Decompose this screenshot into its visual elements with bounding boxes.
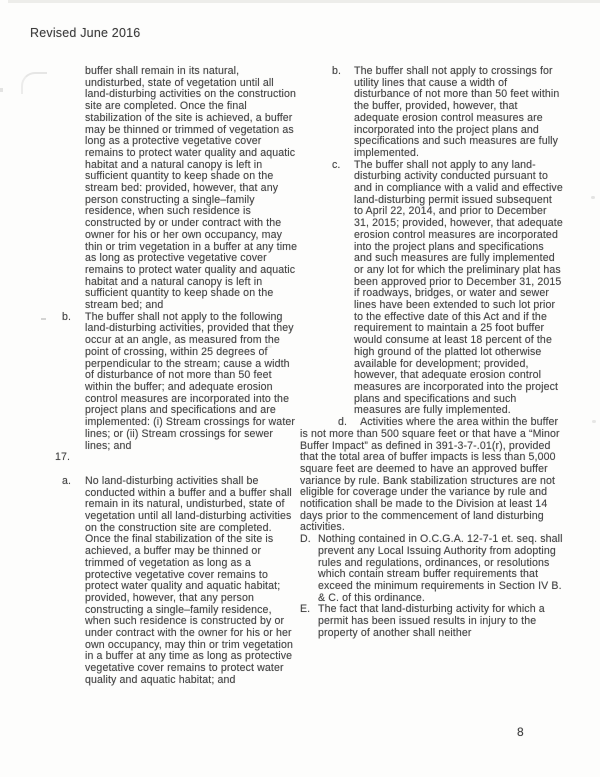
revision-header: Revised June 2016 xyxy=(30,26,141,40)
paragraph-text: No land-disturbing activities shall be conducted within a buffer and a buffer shall remain in its natural, undisturbed, state of vegetation until all land-disturbing activities on the construction site are completed. Once the final stabilization of the site is achieved, a buffer may be thinned or trimmed of vegetation as long as a protective vegetative cover remains to protect water quality and aquatic habitat; provided, however, that any person constructing a single–family residence, when such residence is constructed by or under contract with the owner for his or her own occupancy, may thin or trim vegetation in a buffer at any time as long as protective vegetative cover remains to protect water quality and aquatic habitat; and xyxy=(85,474,293,686)
scan-artifact-dot xyxy=(592,420,596,423)
right-column xyxy=(300,66,564,639)
list-marker: a. xyxy=(62,474,72,487)
page-number: 8 xyxy=(517,725,524,739)
list-marker: E. xyxy=(300,603,311,616)
list-item-D xyxy=(300,534,564,604)
list-item-b xyxy=(62,312,298,452)
paragraph-text: Nothing contained in O.C.G.A. 12-7-1 et. seq. shall prevent any Local Issuing Authority from adopting rules and regulations, ordinances, or resolutions which contain stream buffer requirements that exceed the minimum requirements in Section IV B. & C. of this ordinance. xyxy=(318,533,563,604)
list-item-c xyxy=(332,160,564,417)
paragraph-text: The buffer shall not apply to crossings for utility lines that cause a width of disturbance of not more than 50 feet within the buffer, provided, however, that adequate erosion control measures are incorporated into the project plans and specifications and such measures are fully implemented. xyxy=(354,65,560,159)
paragraph-text: Activities where the area within the buffer is not more than 500 square feet or that have a “Minor Buffer Impact” as defined in 391-3-7-.01(r), provided that the total area of buffer impacts is less than 5,000 square feet are deemed to have an approved buffer variance by rule. Bank stabilization structures are not eligible for coverage under the variance by rule and notification shall be made to the Division at least 14 days prior to the commencement of land disturbing activities. xyxy=(300,416,560,534)
scan-artifact-corner-arc xyxy=(21,72,47,94)
list-marker: D. xyxy=(300,533,311,546)
list-marker: b. xyxy=(62,310,72,323)
list-marker: b. xyxy=(332,65,342,77)
list-item-E xyxy=(300,604,564,639)
list-item-d xyxy=(300,417,564,534)
scan-artifact-top-edge xyxy=(8,0,600,3)
paragraph-text: The buffer shall not apply to the following land-disturbing activities, provided that they occur at an angle, as measured from the point of crossing, within 25 degrees of perpendicular to the stream; cause a width of disturbance of not more than 50 feet within the buffer; and adequate erosion control measures are incorporated into the project plans and specifications and are implemented: (i) Stream crossings for water lines; or (ii) Stream crossings for sewer lines; and xyxy=(85,310,296,452)
list-marker: d. xyxy=(338,416,348,429)
scan-artifact-dot xyxy=(0,88,3,92)
left-column xyxy=(55,65,298,687)
paragraph-text: The fact that land-disturbing activity for which a permit has been issued results in injury to the property of another shall neither xyxy=(318,603,545,639)
paragraph-continuation xyxy=(62,66,298,312)
paragraph-text: The buffer shall not apply to any land-disturbing activity conducted pursuant to and in compliance with a valid and effective land-disturbing permit issued subsequent to April 22, 2014, and prior to December 31, 2015; provided, however, that adequate erosion control measures are incorporated into the project plans and specifications and such measures are fully implemented or any lot for which the preliminary plat has been approved prior to December 31, 2015 if roadways, bridges, or water and sewer lines have been extended to such lot prior to the effective date of this Act and if the requirement to maintain a 25 foot buffer would consume at least 18 percent of the high ground of the platted lot otherwise available for development; provided, however, that adequate erosion control measures are incorporated into the project plans and specifications and such measures are fully implemented. xyxy=(354,158,563,417)
list-marker: c. xyxy=(332,158,341,171)
scan-artifact-dot xyxy=(591,196,595,199)
scan-artifact-dash xyxy=(41,318,46,320)
list-item-b xyxy=(332,66,564,160)
list-item-a xyxy=(62,476,298,687)
paragraph-text: buffer shall remain in its natural, undisturbed, state of vegetation until all land-disturbing activities on the construction site are completed. Once the final stabilization of the site is achieved, a buffer may be thinned or trimmed of vegetation as long as a protective vegetative cover remains to protect water quality and aquatic habitat and a natural canopy is left in sufficient quantity to keep shade on the stream bed: provided, however, that any person constructing a single–family residence, when such residence is constructed by or under contract with the owner for his or her own occupancy, may thin or trim vegetation in a buffer at any time as long as protective vegetative cover remains to protect water quality and aquatic habitat and a natural canopy is left in sufficient quantity to keep shade on the stream bed; and xyxy=(85,65,298,312)
list-marker: 17. xyxy=(55,451,71,464)
section-number-17 xyxy=(55,452,298,464)
